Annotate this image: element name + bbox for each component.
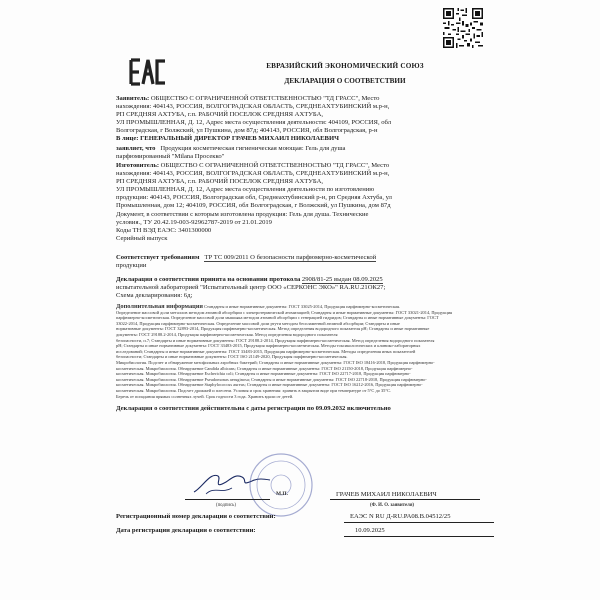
additional-line: Определение массовой доли металлов методом атомной абсорбции с электротермической атомизацией; Стандарты и иные нормативные документы: ГОСТ 33021-2014, Продукция xyxy=(116,309,453,315)
reg-date-label: Дата регистрации декларации о соответствии: xyxy=(116,527,256,534)
reg-date-value: 10.09.2025 xyxy=(355,527,385,534)
manufacturer-line: продукции: 404143, РОССИЯ, Волгоградская обл, Среднеахтубинский р-н, рп Средняя Ахтуба, ул xyxy=(116,194,392,202)
reg-number-underline xyxy=(344,522,494,523)
stamp-place-label: М.П. xyxy=(276,491,288,497)
additional-line: pH; Стандарты и иные нормативные документы: ГОСТ 33483-2015, Продукция парфюмерно-косметическая. Методы токсикологических и клинико-лабораторных xyxy=(116,343,421,349)
reg-number-label: Регистрационный номер декларации о соответствии: xyxy=(116,513,276,520)
additional-line: косметическая. Микробиология. Обнаружение Staphylococcus aureus; Стандарты и иные нормативные документы: ГОСТ ISO 16212-2016, Продукция парфюмерно- xyxy=(116,382,423,388)
additional-section xyxy=(116,304,496,399)
additional-line: исследований; Стандарты и иные нормативные документы: ГОСТ 33483-2015, Продукция парфюмерно-косметическая. Методы определения иных показателей xyxy=(116,348,416,354)
additional-line: 33022-2014, Продукция парфюмерно-косметическая. Определение массовой доли ртути методом беспламенной атомной абсорбции; Стандарты и иные xyxy=(116,320,400,326)
reg-date-underline xyxy=(344,536,494,537)
additional-line: Беречь от попадания прямых солнечных лучей. Срок годности 3 года. Хранить вдали от детей. xyxy=(116,393,294,399)
additional-line: косметическая. Микробиология. Обнаружение Escherichia coli; Стандарты и иные нормативные документы: ГОСТ ISO 22717-2018, Продукция парфюмерно- xyxy=(116,371,411,377)
document-title: ДЕКЛАРАЦИЯ О СООТВЕТСТВИИ xyxy=(284,77,406,85)
basis-label: Декларация о соответствии принята на основании протокола xyxy=(116,276,301,283)
additional-line: нормативные документы: ГОСТ 32893-2014, Продукция парфюмерно-косметическая. Метод определения водородного показателя pH; Стандарты и иные нормативные xyxy=(116,326,430,332)
union-title: ЕВРАЗИЙСКИЙ ЭКОНОМИЧЕСКИЙ СОЮЗ xyxy=(266,62,424,70)
manufacturer-line: нахождения: 404143, РОССИЯ, ВОЛГОГРАДСКАЯ ОБЛАСТЬ, СРЕДНЕАХТУБИНСКИЙ м.р-н, xyxy=(116,170,390,178)
requirements-section xyxy=(116,254,496,270)
requirements-value: ТР ТС 009/2011 О безопасности парфюмерно-косметической xyxy=(204,254,377,261)
additional-line: Стандарты и иные нормативные документы: ГОСТ 33025-2014, Продукция парфюмерно-косметическая. xyxy=(204,304,401,309)
name-line xyxy=(330,499,480,500)
applicant-line: Волгоградская, г Волжский, ул Пушкина, дом 87д; 404143, РОССИЯ, обл Волгоградская, р-н xyxy=(116,127,378,135)
applicant-label: Заявитель: xyxy=(116,95,150,102)
product-line: Продукция косметическая гигиеническая моющая: Гель для душа xyxy=(160,145,346,152)
manufacturer-label: Изготовитель: xyxy=(116,162,160,169)
additional-line: косметическая. Микробиология. Подсчет дрожжей и плесени. Условия и срок хранения: хранить в закрытом виде при температуре от 5°С до 35°С. xyxy=(116,387,392,393)
additional-line: Микробиология. Подсчет и обнаружение мезофильных аэробных бактерий; Стандарты и иные нормативные документы: ГОСТ ISO 18416-2018, Продукция парфюмерно- xyxy=(116,359,435,365)
applicant-line: нахождения: 404143, РОССИЯ, ВОЛГОГРАДСКАЯ ОБЛАСТЬ, СРЕДНЕАХТУБИНСКИЙ м.р-н, xyxy=(116,103,390,111)
representative-line: В лице: ГЕНЕРАЛЬНЫЙ ДИРЕКТОР ГРАЧЕВ МИХАИЛ НИКОЛАЕВИЧ xyxy=(116,135,339,143)
additional-line: документы: ГОСТ 29188.2-2014, Продукция парфюмерно-косметическая. Метод определения водородного показателя xyxy=(116,331,338,337)
qr-code-icon xyxy=(443,8,483,48)
signatory-name: ГРАЧЕВ МИХАИЛ НИКОЛАЕВИЧ xyxy=(336,491,437,498)
declares-label: заявляет, что xyxy=(116,145,156,152)
applicant-line: УЛ ПРОМЫШЛЕННАЯ, Д. 12, Адрес места осуществления деятельности: 404109, РОССИЯ, обл xyxy=(116,119,392,127)
scheme-line: Схема декларирования: 6д; xyxy=(116,292,193,300)
manufacturer-line: РП СРЕДНЯЯ АХТУБА, г.п. РАБОЧИЙ ПОСЕЛОК СРЕДНЯЯ АХТУБА, xyxy=(116,178,324,186)
requirements-line: продукции xyxy=(116,262,147,270)
manufacturer-line: Промышленная, дом 12; 404109, РОССИЯ, обл Волгоградская, г Волжский, ул Пушкина, дом 87д xyxy=(116,202,391,210)
basis-line: 2908/81-25 выдан 08.09.2025 xyxy=(301,276,383,283)
serial-line: Серийный выпуск xyxy=(116,234,168,242)
applicant-section xyxy=(116,95,496,144)
additional-line: безопасности, п.7; Стандарты и иные нормативные документы: ГОСТ 29188.2-2014, Продукция парфюмерно-косметическая. Метод определения водородного показателя xyxy=(116,337,435,343)
manufacturer-line: условия., ТУ 20.42.19-003-92962787-2019 от 21.01.2019 xyxy=(116,218,272,226)
additional-line: безопасности; Стандарты и иные нормативные документы: ГОСТ ISO 21149-2020, Продукция парфюмерно-косметическая. xyxy=(116,354,348,360)
manufacturer-line: ОБЩЕСТВО С ОГРАНИЧЕННОЙ ОТВЕТСТВЕННОСТЬЮ "ТД ГРАСС", Место xyxy=(160,162,390,169)
manufacturer-line: Документ, в соответствии с которым изготовлена продукция: Гель для душа. Технические xyxy=(116,210,369,218)
product-section xyxy=(116,145,496,161)
requirements-label: Соответствует требованиям xyxy=(116,254,200,261)
additional-line: парфюмерно-косметическая. Определение массовой доли мышьяка методом атомной абсорбции с генерацией гидридов; Стандарты и иные нормативные документы: ГОСТ xyxy=(116,315,439,321)
additional-line: косметическая. Микробиология. Обнаружение Pseudomonas aeruginosa; Стандарты и иные нормативные документы: ГОСТ ISO 22718-2018, Продукция парфюмерно- xyxy=(116,376,427,382)
signature-caption: (подпись) xyxy=(216,503,236,508)
name-caption: (Ф. И. О. заявителя) xyxy=(370,503,415,508)
applicant-line: РП СРЕДНЯЯ АХТУБА, г.п. РАБОЧИЙ ПОСЕЛОК СРЕДНЯЯ АХТУБА, xyxy=(116,111,324,119)
additional-line: косметическая. Микробиология. Обнаружение Candida albicans; Стандарты и иные нормативные документы: ГОСТ ISO 21150-2018, Продукция парфюмерно- xyxy=(116,365,413,371)
basis-section xyxy=(116,276,496,300)
product-line: парфюмированный "Milana Просекко" xyxy=(116,153,225,161)
hs-codes-line: Коды ТН ВЭД ЕАЭС: 3401300000 xyxy=(116,226,212,234)
manufacturer-section xyxy=(116,162,496,243)
signature-line xyxy=(185,499,270,500)
basis-line: испытательной лабораторией "Испытательный центр ООО «СЕРКОНС ЭКО»" RA.RU.21ОК27; xyxy=(116,284,386,292)
reg-number-value: ЕАЭС N RU Д-RU.РА08.В.04512/25 xyxy=(350,513,451,520)
company-stamp xyxy=(248,452,314,518)
validity-line: Декларация о соответствии действительна с даты регистрации по 09.09.2032 включительно xyxy=(116,405,391,412)
manufacturer-line: УЛ ПРОМЫШЛЕННАЯ, Д. 12, Адрес места осуществления деятельности по изготовлению xyxy=(116,186,375,194)
additional-label: Дополнительная информация xyxy=(116,303,203,310)
applicant-line: ОБЩЕСТВО С ОГРАНИЧЕННОЙ ОТВЕТСТВЕННОСТЬЮ "ТД ГРАСС", Место xyxy=(150,95,380,102)
eac-mark-icon xyxy=(128,52,168,92)
